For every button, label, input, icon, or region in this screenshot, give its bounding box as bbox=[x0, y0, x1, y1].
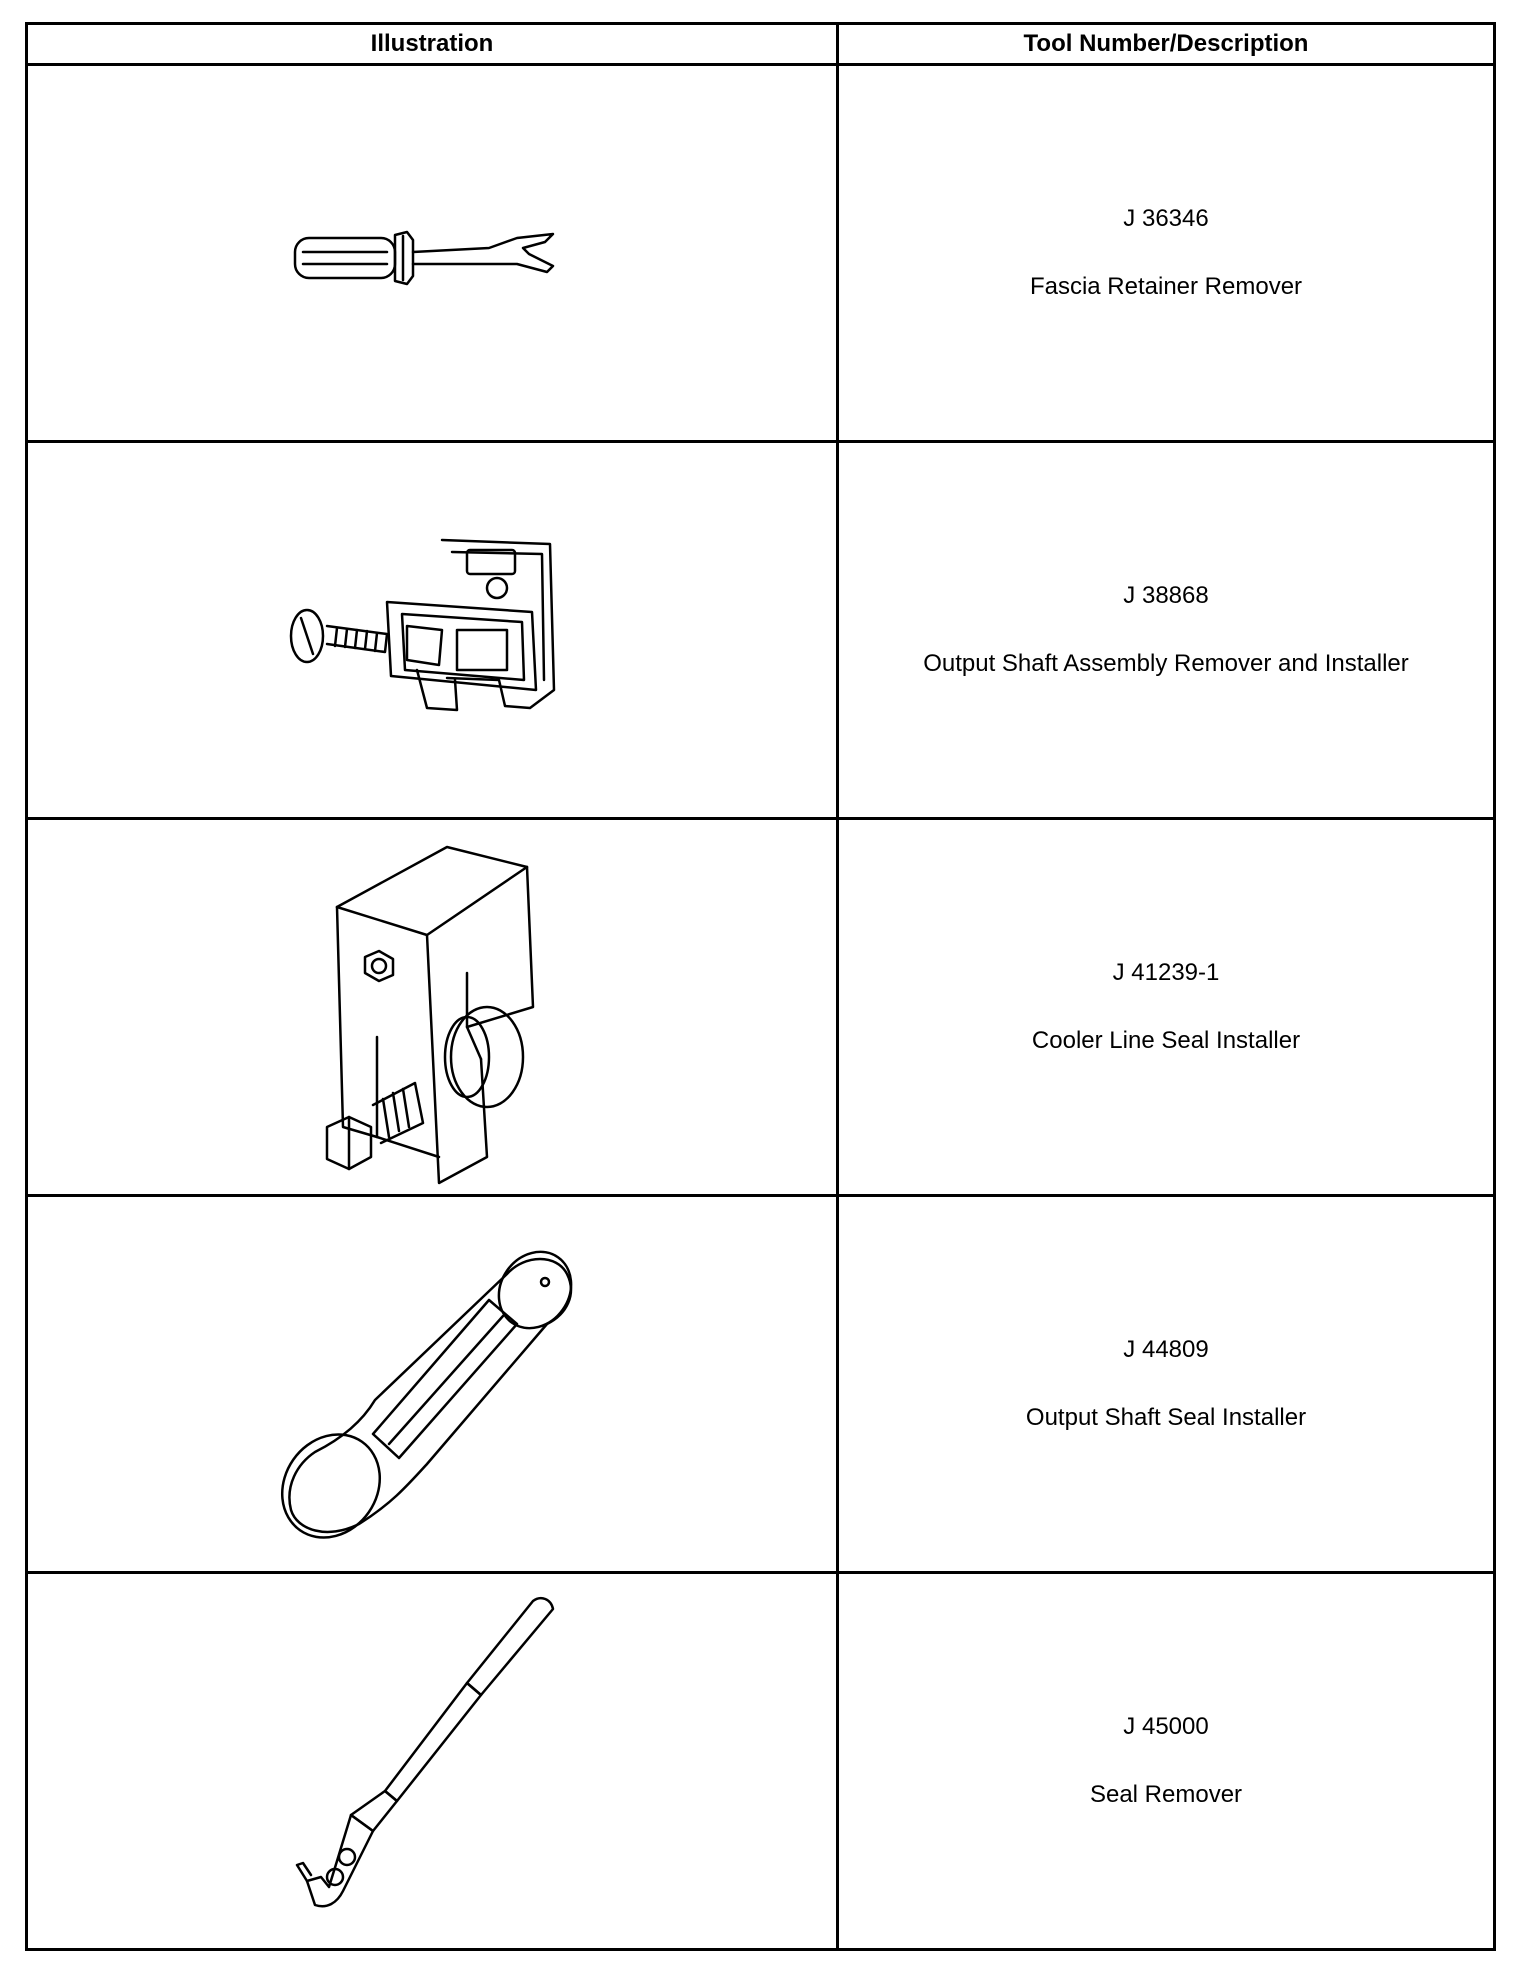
table-row bbox=[27, 442, 1495, 819]
tool-number: J 36346 bbox=[1123, 205, 1209, 232]
tool-description: Cooler Line Seal Installer bbox=[1031, 1027, 1301, 1054]
table-row bbox=[27, 819, 1495, 1196]
special-tools-table bbox=[25, 22, 1496, 1951]
tool-cell bbox=[838, 1196, 1495, 1573]
cooler-line-seal-installer-icon bbox=[287, 827, 577, 1187]
table-header-row bbox=[27, 24, 1495, 65]
tool-number: J 38868 bbox=[1123, 582, 1209, 609]
illustration-header: Illustration bbox=[27, 24, 838, 65]
tool-description: Output Shaft Assembly Remover and Installer bbox=[923, 650, 1409, 677]
fascia-retainer-remover-icon bbox=[267, 208, 597, 298]
illustration-cell bbox=[27, 819, 838, 1196]
tool-cell bbox=[838, 65, 1495, 442]
tool-cell bbox=[838, 819, 1495, 1196]
output-shaft-seal-installer-icon bbox=[267, 1224, 597, 1544]
illustration-cell bbox=[27, 65, 838, 442]
illustration-cell bbox=[27, 1196, 838, 1573]
tool-cell bbox=[838, 1573, 1495, 1950]
tool-header: Tool Number/Description bbox=[838, 24, 1495, 65]
tool-cell bbox=[838, 442, 1495, 819]
illustration-cell bbox=[27, 1573, 838, 1950]
illustration-cell bbox=[27, 442, 838, 819]
tool-description: Fascia Retainer Remover bbox=[1029, 273, 1303, 300]
table-row bbox=[27, 65, 1495, 442]
table-row bbox=[27, 1196, 1495, 1573]
tool-description: Output Shaft Seal Installer bbox=[1025, 1404, 1307, 1431]
table-row bbox=[27, 1573, 1495, 1950]
tool-number: J 44809 bbox=[1123, 1336, 1209, 1363]
tool-description: Seal Remover bbox=[1089, 1781, 1243, 1808]
tool-number: J 41239-1 bbox=[1112, 959, 1220, 986]
tool-number: J 45000 bbox=[1123, 1713, 1209, 1740]
output-shaft-assembly-tool-icon bbox=[267, 530, 597, 730]
seal-remover-icon bbox=[267, 1581, 597, 1941]
